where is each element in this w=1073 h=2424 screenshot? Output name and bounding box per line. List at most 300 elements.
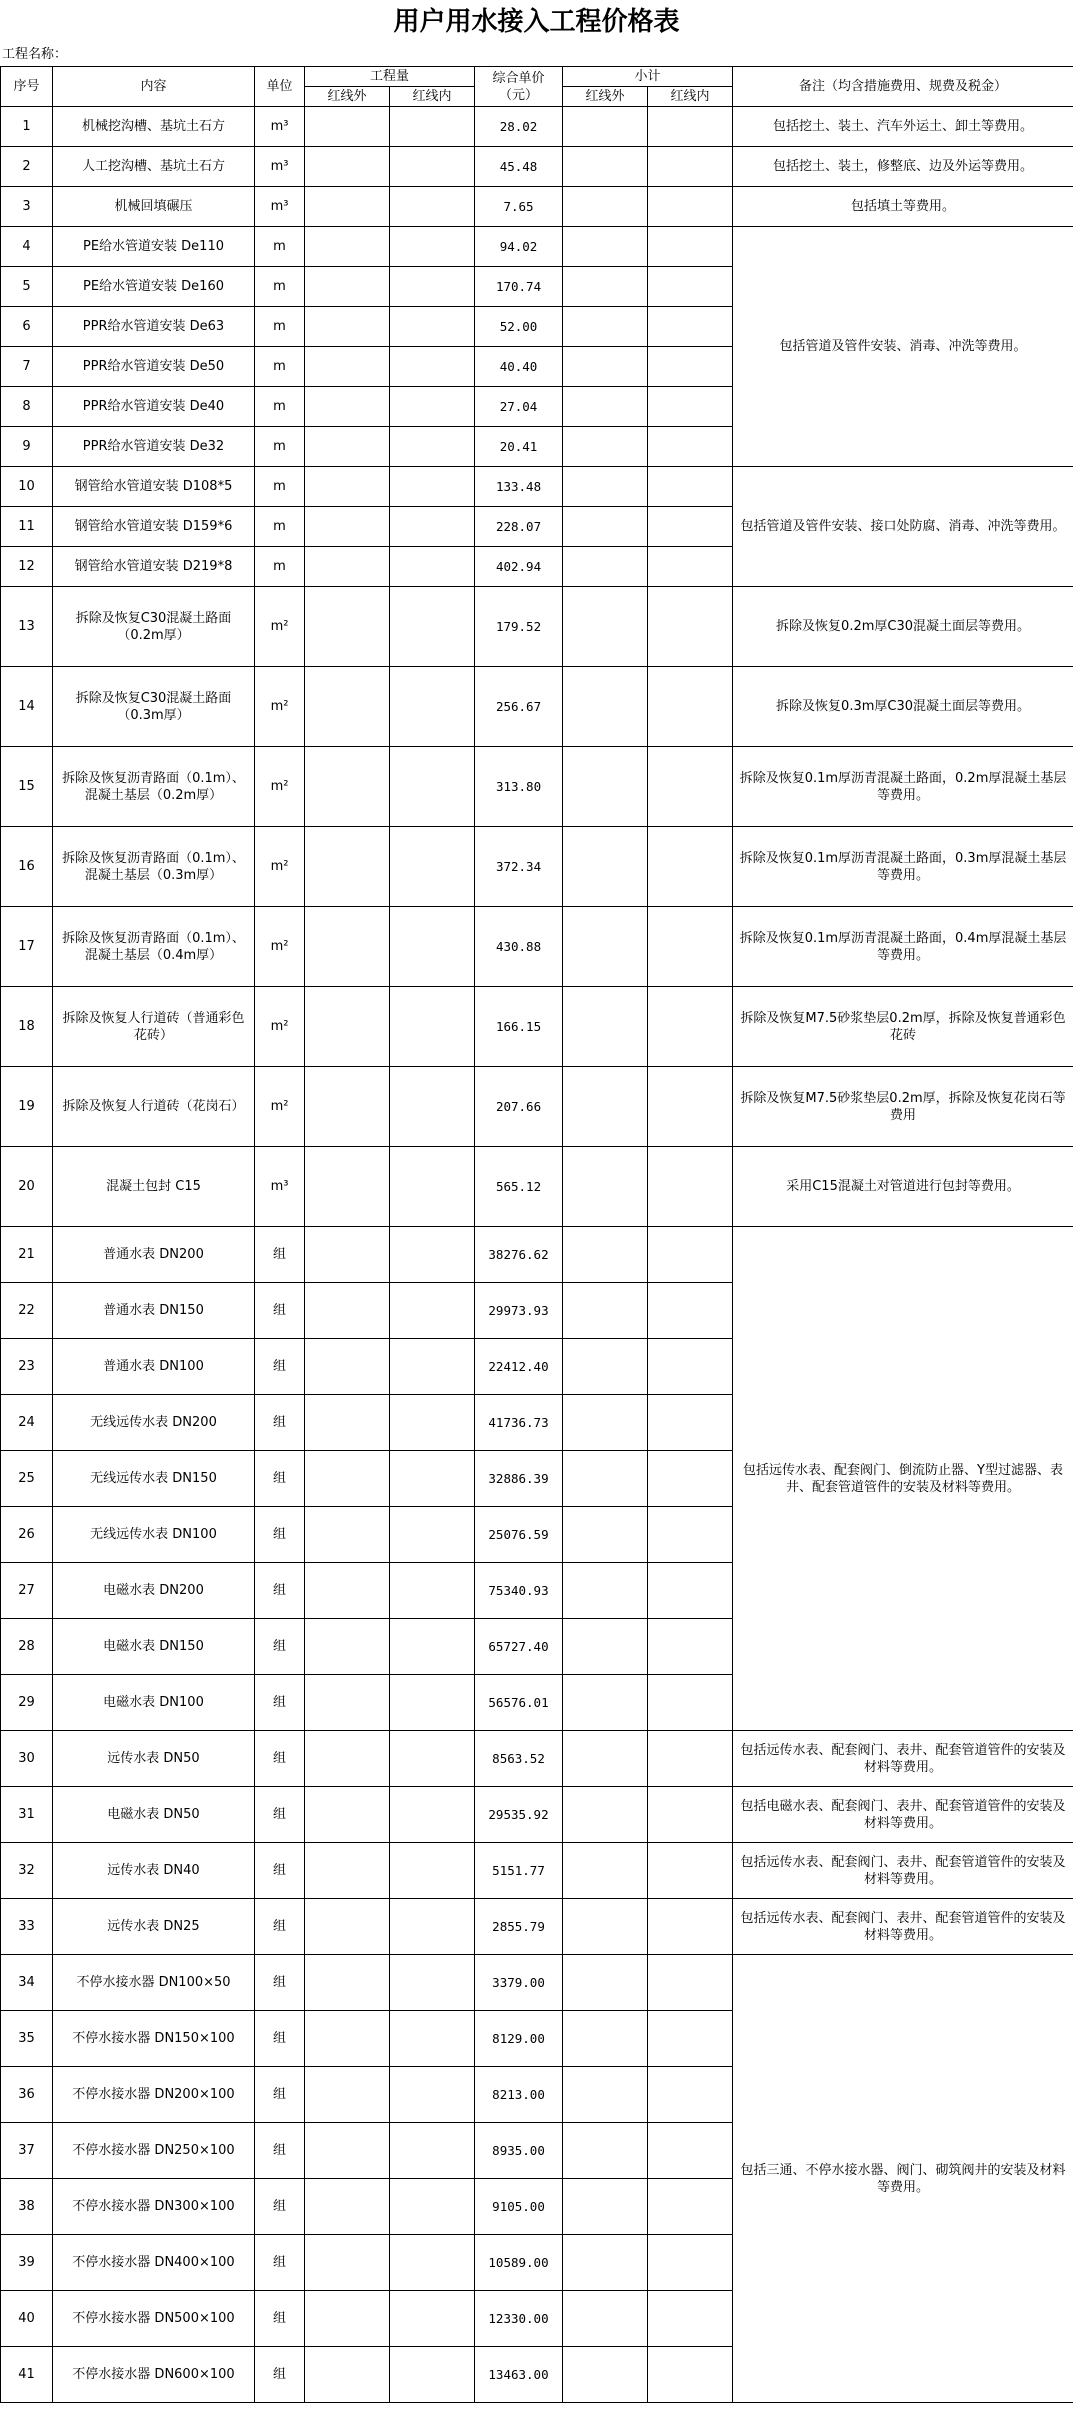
row-sub-inside: [648, 107, 733, 147]
row-content: 不停水接水器 DN300×100: [53, 2179, 255, 2235]
row-seq: 38: [1, 2179, 53, 2235]
row-unit: m²: [255, 747, 305, 827]
row-unit-price: 430.88: [475, 907, 563, 987]
row-sub-outside: [563, 1227, 648, 1283]
row-unit-price: 45.48: [475, 147, 563, 187]
row-qty-inside: [390, 987, 475, 1067]
row-content: 拆除及恢复沥青路面（0.1m）、混凝土基层（0.3m厚）: [53, 827, 255, 907]
row-qty-outside: [305, 2179, 390, 2235]
row-content: 拆除及恢复人行道砖（花岗石）: [53, 1067, 255, 1147]
row-sub-outside: [563, 827, 648, 907]
row-content: PE给水管道安装 De160: [53, 267, 255, 307]
row-sub-outside: [563, 987, 648, 1067]
row-content: 无线远传水表 DN200: [53, 1395, 255, 1451]
header-seq: 序号: [1, 67, 53, 107]
row-seq: 23: [1, 1339, 53, 1395]
row-qty-outside: [305, 107, 390, 147]
row-note: 拆除及恢复M7.5砂浆垫层0.2m厚，拆除及恢复普通彩色花砖: [733, 987, 1073, 1067]
row-qty-outside: [305, 547, 390, 587]
row-qty-outside: [305, 1563, 390, 1619]
row-sub-outside: [563, 307, 648, 347]
row-unit: 组: [255, 1619, 305, 1675]
row-unit: m³: [255, 1147, 305, 1227]
row-note: 拆除及恢复0.2m厚C30混凝土面层等费用。: [733, 587, 1073, 667]
row-qty-outside: [305, 387, 390, 427]
row-qty-outside: [305, 2347, 390, 2403]
row-qty-inside: [390, 907, 475, 987]
row-sub-inside: [648, 2179, 733, 2235]
row-qty-inside: [390, 1067, 475, 1147]
row-content: 不停水接水器 DN600×100: [53, 2347, 255, 2403]
row-sub-outside: [563, 1283, 648, 1339]
row-content: 普通水表 DN200: [53, 1227, 255, 1283]
row-unit: 组: [255, 2123, 305, 2179]
page-title: 用户用水接入工程价格表: [393, 7, 680, 36]
row-content: 不停水接水器 DN250×100: [53, 2123, 255, 2179]
row-qty-inside: [390, 187, 475, 227]
row-sub-inside: [648, 747, 733, 827]
row-sub-outside: [563, 1955, 648, 2011]
header-unit: 单位: [255, 67, 305, 107]
row-unit-price: 565.12: [475, 1147, 563, 1227]
header-qty-outside: 红线外: [305, 87, 390, 107]
row-content: 远传水表 DN25: [53, 1899, 255, 1955]
row-unit: 组: [255, 2347, 305, 2403]
row-seq: 10: [1, 467, 53, 507]
row-sub-outside: [563, 147, 648, 187]
row-seq: 12: [1, 547, 53, 587]
row-qty-inside: [390, 227, 475, 267]
row-note: 包括远传水表、配套阀门、表井、配套管道管件的安装及材料等费用。: [733, 1731, 1073, 1787]
row-qty-inside: [390, 1843, 475, 1899]
row-unit: 组: [255, 1563, 305, 1619]
row-qty-outside: [305, 747, 390, 827]
row-qty-inside: [390, 1619, 475, 1675]
row-unit-price: 27.04: [475, 387, 563, 427]
row-sub-inside: [648, 1899, 733, 1955]
row-unit: 组: [255, 1899, 305, 1955]
header-unit-price: 综合单价（元）: [475, 67, 563, 107]
row-unit-price: 402.94: [475, 547, 563, 587]
row-unit: 组: [255, 2235, 305, 2291]
row-sub-inside: [648, 667, 733, 747]
row-content: 不停水接水器 DN400×100: [53, 2235, 255, 2291]
table-row: [1, 587, 1073, 667]
row-unit: m²: [255, 987, 305, 1067]
row-unit-price: 372.34: [475, 827, 563, 907]
row-unit: m²: [255, 827, 305, 907]
row-sub-outside: [563, 667, 648, 747]
row-unit: 组: [255, 2179, 305, 2235]
row-qty-outside: [305, 1843, 390, 1899]
row-qty-inside: [390, 2235, 475, 2291]
row-qty-inside: [390, 587, 475, 667]
row-unit: 组: [255, 1675, 305, 1731]
row-seq: 9: [1, 427, 53, 467]
row-note: 拆除及恢复M7.5砂浆垫层0.2m厚，拆除及恢复花岗石等费用: [733, 1067, 1073, 1147]
row-content: 混凝土包封 C15: [53, 1147, 255, 1227]
row-note: 采用C15混凝土对管道进行包封等费用。: [733, 1147, 1073, 1227]
row-sub-outside: [563, 907, 648, 987]
row-qty-inside: [390, 1507, 475, 1563]
row-note: 包括管道及管件安装、接口处防腐、消毒、冲洗等费用。: [733, 467, 1073, 587]
table-row: [1, 1843, 1073, 1899]
row-sub-inside: [648, 1283, 733, 1339]
row-content: 拆除及恢复C30混凝土路面（0.3m厚）: [53, 667, 255, 747]
row-unit: 组: [255, 2067, 305, 2123]
row-note: 包括远传水表、配套阀门、倒流防止器、Y型过滤器、表井、配套管道管件的安装及材料等费用。: [733, 1227, 1073, 1731]
row-sub-outside: [563, 587, 648, 667]
row-sub-outside: [563, 2291, 648, 2347]
row-note: 包括挖土、装土，修整底、边及外运等费用。: [733, 147, 1073, 187]
header-subtotal: 小计: [563, 67, 733, 87]
row-unit: 组: [255, 1843, 305, 1899]
row-qty-outside: [305, 1283, 390, 1339]
row-qty-inside: [390, 547, 475, 587]
row-seq: 7: [1, 347, 53, 387]
row-seq: 13: [1, 587, 53, 667]
row-unit-price: 5151.77: [475, 1843, 563, 1899]
row-unit-price: 25076.59: [475, 1507, 563, 1563]
row-content: 拆除及恢复C30混凝土路面（0.2m厚）: [53, 587, 255, 667]
row-content: PPR给水管道安装 De32: [53, 427, 255, 467]
table-row: [1, 467, 1073, 507]
table-row: [1, 1731, 1073, 1787]
row-unit-price: 3379.00: [475, 1955, 563, 2011]
row-qty-outside: [305, 1147, 390, 1227]
row-qty-outside: [305, 1731, 390, 1787]
row-qty-inside: [390, 1955, 475, 2011]
row-sub-inside: [648, 267, 733, 307]
row-qty-outside: [305, 1395, 390, 1451]
row-sub-outside: [563, 1067, 648, 1147]
row-qty-inside: [390, 1731, 475, 1787]
row-seq: 39: [1, 2235, 53, 2291]
row-qty-inside: [390, 2291, 475, 2347]
row-unit: 组: [255, 2011, 305, 2067]
row-unit-price: 65727.40: [475, 1619, 563, 1675]
row-unit-price: 28.02: [475, 107, 563, 147]
row-sub-inside: [648, 1339, 733, 1395]
row-sub-outside: [563, 2347, 648, 2403]
row-seq: 4: [1, 227, 53, 267]
row-sub-outside: [563, 1147, 648, 1227]
row-unit: m³: [255, 107, 305, 147]
row-qty-outside: [305, 827, 390, 907]
row-unit-price: 179.52: [475, 587, 563, 667]
row-content: 钢管给水管道安装 D159*6: [53, 507, 255, 547]
row-seq: 21: [1, 1227, 53, 1283]
row-unit-price: 170.74: [475, 267, 563, 307]
row-unit-price: 228.07: [475, 507, 563, 547]
row-unit-price: 12330.00: [475, 2291, 563, 2347]
row-sub-outside: [563, 227, 648, 267]
row-sub-outside: [563, 507, 648, 547]
row-unit-price: 75340.93: [475, 1563, 563, 1619]
row-content: 不停水接水器 DN100×50: [53, 1955, 255, 2011]
row-sub-outside: [563, 387, 648, 427]
row-unit: 组: [255, 2291, 305, 2347]
row-sub-outside: [563, 1843, 648, 1899]
row-qty-outside: [305, 667, 390, 747]
row-sub-inside: [648, 1843, 733, 1899]
table-row: [1, 187, 1073, 227]
row-unit-price: 94.02: [475, 227, 563, 267]
header-note: 备注（均含措施费用、规费及税金）: [733, 67, 1073, 107]
row-content: 电磁水表 DN50: [53, 1787, 255, 1843]
row-sub-inside: [648, 2235, 733, 2291]
row-qty-outside: [305, 347, 390, 387]
row-note: 包括远传水表、配套阀门、表井、配套管道管件的安装及材料等费用。: [733, 1843, 1073, 1899]
header-quantity: 工程量: [305, 67, 475, 87]
row-seq: 40: [1, 2291, 53, 2347]
row-seq: 30: [1, 1731, 53, 1787]
row-note: 包括挖土、装土、汽车外运土、卸土等费用。: [733, 107, 1073, 147]
row-sub-inside: [648, 1787, 733, 1843]
row-note: 包括电磁水表、配套阀门、表井、配套管道管件的安装及材料等费用。: [733, 1787, 1073, 1843]
row-sub-inside: [648, 1675, 733, 1731]
row-qty-inside: [390, 107, 475, 147]
row-unit-price: 207.66: [475, 1067, 563, 1147]
row-content: PPR给水管道安装 De50: [53, 347, 255, 387]
row-unit-price: 10589.00: [475, 2235, 563, 2291]
row-qty-outside: [305, 907, 390, 987]
table-row: [1, 747, 1073, 827]
row-sub-outside: [563, 747, 648, 827]
row-unit: m²: [255, 667, 305, 747]
row-content: 不停水接水器 DN200×100: [53, 2067, 255, 2123]
row-qty-outside: [305, 587, 390, 667]
row-content: 不停水接水器 DN500×100: [53, 2291, 255, 2347]
row-unit-price: 8935.00: [475, 2123, 563, 2179]
row-content: 机械挖沟槽、基坑土石方: [53, 107, 255, 147]
row-content: 普通水表 DN100: [53, 1339, 255, 1395]
row-qty-inside: [390, 1563, 475, 1619]
row-unit: m: [255, 387, 305, 427]
row-sub-inside: [648, 147, 733, 187]
row-unit-price: 52.00: [475, 307, 563, 347]
row-unit: 组: [255, 1451, 305, 1507]
row-sub-inside: [648, 2011, 733, 2067]
table-row: [1, 107, 1073, 147]
row-seq: 1: [1, 107, 53, 147]
row-content: 人工挖沟槽、基坑土石方: [53, 147, 255, 187]
row-seq: 20: [1, 1147, 53, 1227]
row-qty-outside: [305, 1675, 390, 1731]
row-seq: 19: [1, 1067, 53, 1147]
row-sub-inside: [648, 467, 733, 507]
row-sub-outside: [563, 1899, 648, 1955]
row-unit: m: [255, 307, 305, 347]
row-unit-price: 7.65: [475, 187, 563, 227]
row-qty-inside: [390, 827, 475, 907]
row-seq: 3: [1, 187, 53, 227]
row-qty-inside: [390, 427, 475, 467]
row-unit-price: 29535.92: [475, 1787, 563, 1843]
row-unit-price: 313.80: [475, 747, 563, 827]
row-unit: 组: [255, 1395, 305, 1451]
row-qty-outside: [305, 187, 390, 227]
row-qty-outside: [305, 307, 390, 347]
row-qty-outside: [305, 467, 390, 507]
row-unit: m: [255, 227, 305, 267]
row-unit-price: 41736.73: [475, 1395, 563, 1451]
row-unit: m²: [255, 1067, 305, 1147]
row-qty-inside: [390, 667, 475, 747]
row-unit-price: 56576.01: [475, 1675, 563, 1731]
row-qty-inside: [390, 2067, 475, 2123]
row-qty-outside: [305, 1067, 390, 1147]
row-unit: m³: [255, 147, 305, 187]
row-sub-inside: [648, 1227, 733, 1283]
row-sub-outside: [563, 2067, 648, 2123]
row-seq: 24: [1, 1395, 53, 1451]
row-note: 拆除及恢复0.1m厚沥青混凝土路面，0.3m厚混凝土基层等费用。: [733, 827, 1073, 907]
row-unit-price: 8129.00: [475, 2011, 563, 2067]
row-sub-inside: [648, 987, 733, 1067]
row-unit-price: 32886.39: [475, 1451, 563, 1507]
row-unit-price: 38276.62: [475, 1227, 563, 1283]
row-qty-outside: [305, 427, 390, 467]
row-sub-outside: [563, 547, 648, 587]
row-sub-outside: [563, 1619, 648, 1675]
row-unit-price: 9105.00: [475, 2179, 563, 2235]
row-content: PPR给水管道安装 De40: [53, 387, 255, 427]
row-qty-outside: [305, 2235, 390, 2291]
row-sub-outside: [563, 2179, 648, 2235]
row-content: 电磁水表 DN100: [53, 1675, 255, 1731]
row-qty-inside: [390, 1283, 475, 1339]
row-content: 无线远传水表 DN150: [53, 1451, 255, 1507]
row-seq: 26: [1, 1507, 53, 1563]
row-sub-inside: [648, 347, 733, 387]
row-content: 普通水表 DN150: [53, 1283, 255, 1339]
row-content: 机械回填碾压: [53, 187, 255, 227]
row-unit: m: [255, 467, 305, 507]
row-qty-outside: [305, 1899, 390, 1955]
project-name-label: 工程名称：: [2, 47, 68, 62]
row-seq: 27: [1, 1563, 53, 1619]
row-seq: 8: [1, 387, 53, 427]
row-unit-price: 22412.40: [475, 1339, 563, 1395]
row-seq: 6: [1, 307, 53, 347]
row-unit-price: 40.40: [475, 347, 563, 387]
row-sub-inside: [648, 1955, 733, 2011]
row-seq: 18: [1, 987, 53, 1067]
row-sub-outside: [563, 267, 648, 307]
row-sub-inside: [648, 2347, 733, 2403]
row-seq: 35: [1, 2011, 53, 2067]
row-seq: 32: [1, 1843, 53, 1899]
row-sub-inside: [648, 827, 733, 907]
row-qty-outside: [305, 1451, 390, 1507]
row-content: 无线远传水表 DN100: [53, 1507, 255, 1563]
row-qty-inside: [390, 2123, 475, 2179]
table-row: [1, 1067, 1073, 1147]
row-unit: 组: [255, 1283, 305, 1339]
row-content: 拆除及恢复沥青路面（0.1m）、混凝土基层（0.2m厚）: [53, 747, 255, 827]
row-unit: m: [255, 267, 305, 307]
row-content: 远传水表 DN40: [53, 1843, 255, 1899]
table-row: [1, 1787, 1073, 1843]
row-note: 拆除及恢复0.3m厚C30混凝土面层等费用。: [733, 667, 1073, 747]
row-sub-inside: [648, 427, 733, 467]
row-content: 钢管给水管道安装 D108*5: [53, 467, 255, 507]
row-sub-inside: [648, 2291, 733, 2347]
row-sub-inside: [648, 907, 733, 987]
row-unit-price: 8213.00: [475, 2067, 563, 2123]
row-qty-inside: [390, 507, 475, 547]
row-seq: 11: [1, 507, 53, 547]
row-sub-inside: [648, 2067, 733, 2123]
row-content: PPR给水管道安装 De63: [53, 307, 255, 347]
row-sub-outside: [563, 107, 648, 147]
row-qty-inside: [390, 2179, 475, 2235]
row-sub-inside: [648, 1395, 733, 1451]
row-note: 包括三通、不停水接水器、阀门、砌筑阀井的安装及材料等费用。: [733, 1955, 1073, 2403]
row-sub-outside: [563, 2235, 648, 2291]
row-unit-price: 166.15: [475, 987, 563, 1067]
row-seq: 25: [1, 1451, 53, 1507]
row-seq: 22: [1, 1283, 53, 1339]
row-sub-inside: [648, 547, 733, 587]
row-seq: 34: [1, 1955, 53, 2011]
row-sub-inside: [648, 1067, 733, 1147]
table-row: [1, 1227, 1073, 1283]
row-sub-outside: [563, 1451, 648, 1507]
table-row: [1, 227, 1073, 267]
row-unit-price: 2855.79: [475, 1899, 563, 1955]
row-note: 拆除及恢复0.1m厚沥青混凝土路面，0.2m厚混凝土基层等费用。: [733, 747, 1073, 827]
row-sub-inside: [648, 1147, 733, 1227]
row-sub-inside: [648, 1619, 733, 1675]
row-sub-outside: [563, 1395, 648, 1451]
row-unit: m³: [255, 187, 305, 227]
row-qty-inside: [390, 1395, 475, 1451]
row-unit: 组: [255, 1787, 305, 1843]
table-row: [1, 907, 1073, 987]
row-sub-inside: [648, 1507, 733, 1563]
row-qty-outside: [305, 2067, 390, 2123]
row-qty-inside: [390, 1787, 475, 1843]
row-qty-outside: [305, 1227, 390, 1283]
row-qty-outside: [305, 227, 390, 267]
row-unit-price: 20.41: [475, 427, 563, 467]
row-qty-inside: [390, 307, 475, 347]
row-content: 钢管给水管道安装 D219*8: [53, 547, 255, 587]
row-unit-price: 256.67: [475, 667, 563, 747]
row-content: 远传水表 DN50: [53, 1731, 255, 1787]
row-note: 包括填土等费用。: [733, 187, 1073, 227]
header-qty-inside: 红线内: [390, 87, 475, 107]
row-unit: 组: [255, 1507, 305, 1563]
header-sub-inside: 红线内: [648, 87, 733, 107]
row-qty-outside: [305, 507, 390, 547]
row-qty-inside: [390, 2011, 475, 2067]
row-sub-inside: [648, 307, 733, 347]
row-content: 不停水接水器 DN150×100: [53, 2011, 255, 2067]
row-qty-outside: [305, 1619, 390, 1675]
row-qty-inside: [390, 747, 475, 827]
row-sub-inside: [648, 1451, 733, 1507]
row-qty-inside: [390, 1147, 475, 1227]
header-sub-outside: 红线外: [563, 87, 648, 107]
row-sub-inside: [648, 227, 733, 267]
row-content: 电磁水表 DN150: [53, 1619, 255, 1675]
table-row: [1, 1899, 1073, 1955]
row-qty-outside: [305, 1339, 390, 1395]
row-sub-outside: [563, 2011, 648, 2067]
